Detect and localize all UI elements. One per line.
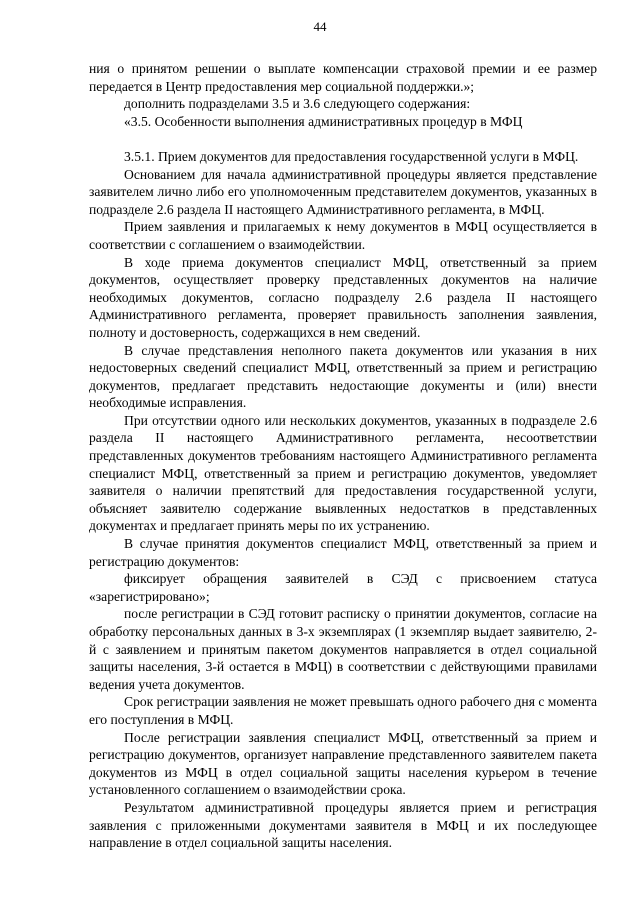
paragraph-verification: В ходе приема документов специалист МФЦ, ответственный за прием документов, осуществляет проверку представленных документов на наличие необходимых документов, согласно подразделу 2.6 раздела II настоящего Административного регламента, проверяет правильность заполнения заявления, полноту и достоверность, содержащихся в нем сведений. [89, 254, 597, 340]
paragraph-registration-sed: фиксирует обращения заявителей в СЭД с присвоением статуса «зарегистрировано»; [89, 571, 597, 604]
subsection-heading-3-5-1: 3.5.1. Прием документов для предоставления государственной услуги в МФЦ. [124, 148, 579, 164]
paragraph-accepted-documents: В случае принятия документов специалист МФЦ, ответственный за прием и регистрацию документов: [89, 536, 597, 569]
paragraph-acceptance: Прием заявления и прилагаемых к нему документов в МФЦ осуществляется в соответствии с соглашением о взаимодействии. [89, 219, 597, 252]
paragraph-missing-documents: При отсутствии одного или нескольких документов, указанных в подразделе 2.6 раздела II настоящего Административного регламента, несоответствии представленных документов требованиям настоящего Административного регламента специалист МФЦ, ответственный за прием и регистрацию документов, уведомляет заявителя о наличии препятствий для предоставления государственной услуги, объясняет заявителю содержание выявленных недостатков в представленных документах и предлагает принять меры по их устранению. [89, 412, 597, 534]
document-body [89, 60, 597, 852]
paragraph-registration-term: Срок регистрации заявления не может превышать одного рабочего дня с момента его поступления в МФЦ. [89, 694, 597, 727]
paragraph-receipt: после регистрации в СЭД готовит расписку о принятии документов, согласие на обработку персональных данных в 3-х экземплярах (1 экземпляр выдает заявителю, 2-й с заявлением и принятым пакетом документов направляется в отдел социальной защиты населения, 3-й остается в МФЦ) в соответствии с действующими правилами ведения учета документов. [89, 606, 597, 692]
paragraph-incomplete-package: В случае представления неполного пакета документов или указания в них недостоверных сведений специалист МФЦ, ответственный за прием и регистрацию документов, предлагает представить недостающие документы и (или) внести необходимые исправления. [89, 342, 597, 411]
paragraph-result: Результатом административной процедуры является прием и регистрация заявления с приложенными документами заявителя в МФЦ и их последующее направление в отдел социальной защиты населения. [89, 799, 597, 851]
paragraph-continuation: ния о принятом решении о выплате компенсации страховой премии и ее размер передается в Центр предоставления мер социальной поддержки.»; [89, 61, 597, 94]
paragraph-amendment-intro: дополнить подразделами 3.5 и 3.6 следующего содержания: [124, 96, 471, 112]
paragraph-grounds: Основанием для начала административной процедуры является представление заявителем лично либо его уполномоченным представителем документов, указанных в подразделе 2.6 раздела II настоящего Административного регламента, в МФЦ. [89, 166, 597, 217]
section-heading-3-5: «3.5. Особенности выполнения административных процедур в МФЦ [124, 113, 523, 129]
page-number: 44 [313, 19, 327, 34]
paragraph-forwarding: После регистрации заявления специалист МФЦ, ответственный за прием и регистрацию документов, организует направление представленного заявителем пакета документов из МФЦ в отдел социальной защиты населения курьером в течение установленного соглашением о взаимодействии срока. [89, 729, 597, 798]
